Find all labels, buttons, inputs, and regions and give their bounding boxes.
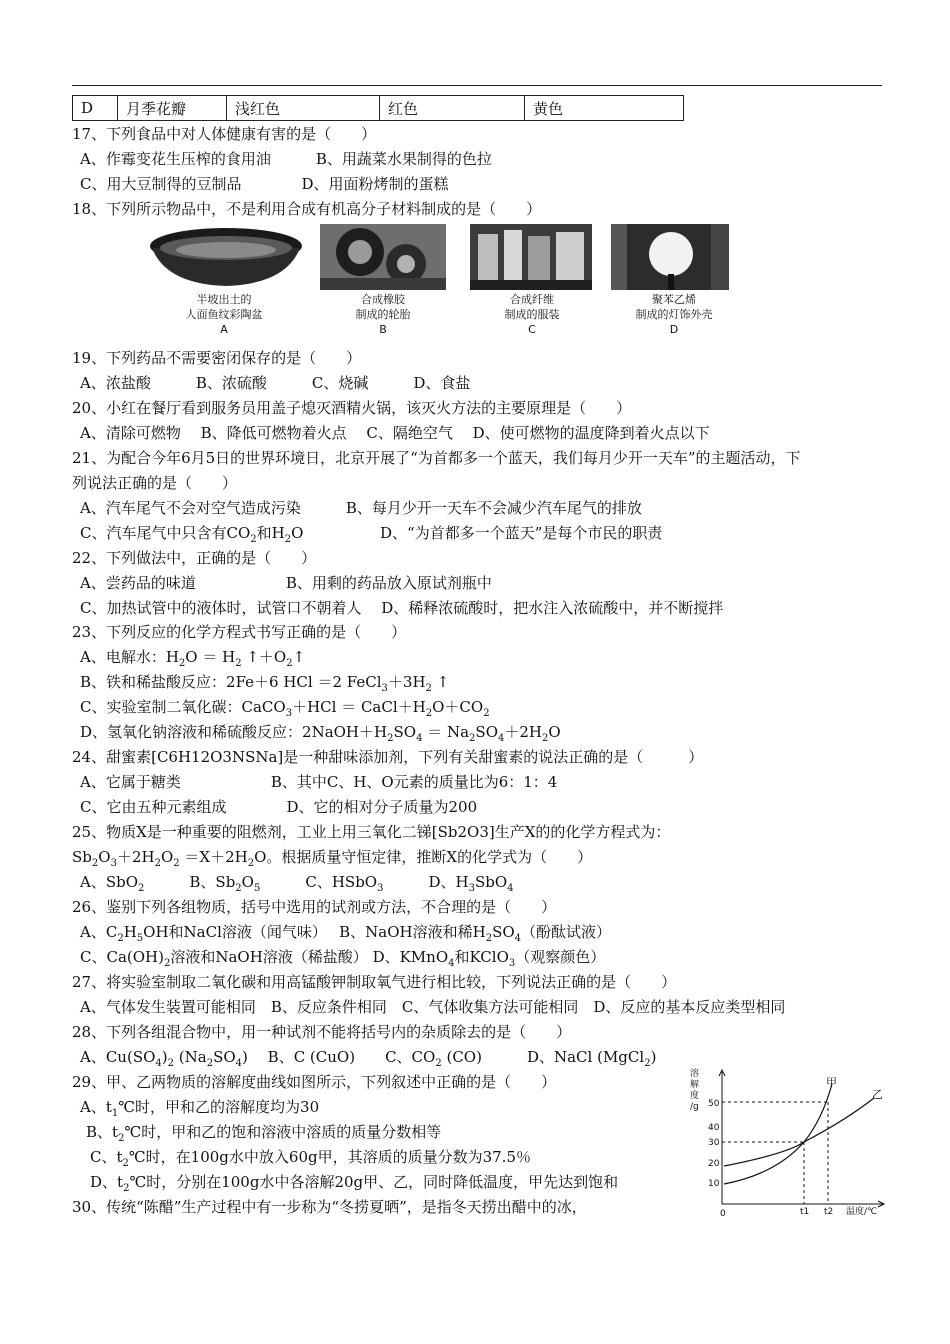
table-cell: D (73, 96, 118, 121)
q23-option-c: C、实验室制二氧化碳：CaCO$_3$＋HCl ＝ $CaCl+H_2O+CO_2$ (80, 698, 490, 719)
q29-option-c: C、$t_2℃$时，在100g水中放入60g甲，其溶质的质量分数为37.5％ (90, 1148, 531, 1169)
table-cell: 黄色 (525, 96, 684, 121)
origin-label: 0 (720, 1209, 726, 1219)
table-cell: 红色 (380, 96, 525, 121)
question-21-cont: 列说法正确的是（ ） (72, 474, 238, 492)
question-17: 17、下列食品中对人体健康有害的是（ ） (72, 125, 377, 143)
q23-option-a: A、电解水：$H_2O = H_2$ $↑+O_2↑$ (80, 648, 306, 669)
series-label-yi: 乙 (872, 1088, 883, 1101)
photo-caption-d: 聚苯乙烯 制成的灯饰外壳 D (635, 293, 713, 336)
q21-option-d: D、“为首都多一个蓝天”是每个市民的职责 (380, 524, 663, 542)
q23-option-d: D、氢氧化钠溶液和稀硫酸反应：$2NaOH+H_2SO_4 = Na_2SO_4+2H_2O$ (80, 723, 561, 744)
q21-option-c: C、汽车尾气中只含有$CO_2$和$H_2O$ (80, 524, 304, 545)
y-tick-10: 10 (708, 1179, 720, 1189)
question-27: 27、将实验室制取二氧化碳和用高锰酸钾制取氧气进行相比较，下列说法正确的是（ ） (72, 973, 677, 991)
question-26: 26、鉴别下列各组物质，括号中选用的试剂或方法，不合理的是（ ） (72, 898, 557, 916)
curve-yi (724, 1098, 874, 1166)
q19-options: A、浓盐酸 B、浓硫酸 C、烧碱 D、食盐 (80, 374, 471, 392)
question-29: 29、甲、乙两物质的溶解度曲线如图所示，下列叙述中正确的是（ ） (72, 1073, 557, 1091)
photo-caption-b: 合成橡胶 制成的轮胎 B (355, 293, 411, 336)
y-tick-20: 20 (708, 1159, 720, 1169)
q28-options: A、$Cu(SO_4)_2$ $(Na_2SO_4)$ B、C (CuO) C、$CO_2$ (CO) D、NaCl (MgCl$_2$) (80, 1048, 657, 1069)
table-cell: 月季花瓣 (118, 96, 227, 121)
y-axis-label: 解 (690, 1080, 700, 1090)
question-18: 18、下列所示物品中，不是利用合成有机高分子材料制成的是（ ） (72, 200, 542, 218)
x-tick-t1: t1 (800, 1207, 810, 1217)
question-25: 25、物质X是一种重要的阻燃剂，工业上用三氧化二锑[Sb2O3]生产X的的化学方程式为： (72, 823, 671, 841)
curve-jia (724, 1084, 832, 1184)
polystyrene-lamp-photo (611, 224, 729, 290)
pottery-basin-photo (146, 224, 306, 290)
q24-options-ab: A、它属于糖类 B、其中C、H、O元素的质量比为6：1：4 (80, 773, 558, 791)
question-28: 28、下列各组混合物中，用一种试剂不能将括号内的杂质除去的是（ ） (72, 1023, 572, 1041)
q17-options-cd: C、用大豆制得的豆制品 D、用面粉烤制的蛋糕 (80, 175, 449, 193)
q25-options: A、SbO$_2$ B、$Sb_2O_5$ C、HSbO$_3$ D、$H_3SbO_4$ (80, 873, 514, 894)
solubility-curve-graph (686, 1062, 892, 1222)
q25-equation: $Sb_2O_3+2H_2O_2 =X+2H_2O$。根据质量守恒定律，推断X的化学式为（ ） (72, 848, 593, 869)
q29-option-d: D、$t_2℃$时，分别在100g水中各溶解20g甲、乙，同时降低温度，甲先达到饱和 (90, 1173, 619, 1194)
y-tick-30: 30 (708, 1138, 720, 1148)
q22-options-ab: A、尝药品的味道 B、用剩的药品放入原试剂瓶中 (80, 574, 492, 592)
q29-option-a: A、$t_1℃$时，甲和乙的溶解度均为30 (80, 1098, 320, 1119)
y-axis-label: 溶 (690, 1069, 700, 1079)
question-20: 20、小红在餐厅看到服务员用盖子熄灭酒精火锅，该灭火方法的主要原理是（ ） (72, 399, 632, 417)
photo-caption-c: 合成纤维 制成的服装 C (504, 293, 560, 336)
q24-options-cd: C、它由五种元素组成 D、它的相对分子质量为200 (80, 798, 478, 816)
table-cell: 浅红色 (227, 96, 380, 121)
q23-option-b: B、铁和稀盐酸反应：2Fe＋6 HCl ＝2 $FeCl_3+3H_2$ ↑ (80, 673, 450, 694)
q26-options-cd: C、$Ca(OH)_2$溶液和NaOH溶液（稀盐酸） D、KMnO$_4$和KClO$_3$（观察颜色） (80, 948, 606, 969)
question-30: 30、传统“陈醋”生产过程中有一步称为“冬捞夏晒”，是指冬天捞出醋中的冰， (72, 1198, 587, 1216)
y-tick-50: 50 (708, 1099, 720, 1109)
x-tick-t2: t2 (824, 1207, 834, 1217)
synthetic-fiber-clothing-photo (470, 224, 592, 290)
q29-option-b: B、$t_2℃$时，甲和乙的饱和溶液中溶质的质量分数相等 (86, 1123, 442, 1144)
x-axis-label: 温度/℃ (846, 1207, 878, 1217)
question-24: 24、甜蜜素[C6H12O3NSNa]是一种甜味添加剂，下列有关甜蜜素的说法正确的是（ ） (72, 748, 704, 766)
question-22: 22、下列做法中，正确的是（ ） (72, 549, 317, 567)
q20-options: A、清除可燃物 B、降低可燃物着火点 C、隔绝空气 D、使可燃物的温度降到着火点以下 (80, 424, 710, 442)
photo-caption-a: 半坡出土的 人面鱼纹彩陶盆 A (185, 293, 263, 336)
question-21: 21、为配合今年6月5日的世界环境日，北京开展了“为首都多一个蓝天，我们每月少开一天车”的主题活动，下 (72, 449, 801, 467)
y-tick-40: 40 (708, 1123, 720, 1133)
series-label-jia: 甲 (826, 1076, 837, 1089)
y-axis-label: /g (690, 1102, 699, 1112)
q17-options-ab: A、作霉变花生压榨的食用油 B、用蔬菜水果制得的色拉 (80, 150, 492, 168)
q21-options-ab: A、汽车尾气不会对空气造成污染 B、每月少开一天车不会减少汽车尾气的排放 (80, 499, 642, 517)
top-rule (72, 85, 882, 86)
rubber-tire-photo (320, 224, 446, 290)
question-23: 23、下列反应的化学方程式书写正确的是（ ） (72, 623, 407, 641)
table-row (73, 96, 684, 121)
q22-options-cd: C、加热试管中的液体时，试管口不朝着人 D、稀释浓硫酸时，把水注入浓硫酸中，并不断搅拌 (80, 599, 724, 617)
indicator-table (72, 95, 684, 121)
question-19: 19、下列药品不需要密闭保存的是（ ） (72, 349, 362, 367)
q27-options: A、气体发生装置可能相同 B、反应条件相同 C、气体收集方法可能相同 D、反应的基本反应类型相同 (80, 998, 786, 1016)
q26-options-ab: A、$C_2H_5OH$和NaCl溶液（闻气味） B、NaOH溶液和稀$H_2SO_4$（酚酞试液） (80, 923, 612, 944)
y-axis-label: 度 (690, 1091, 700, 1101)
